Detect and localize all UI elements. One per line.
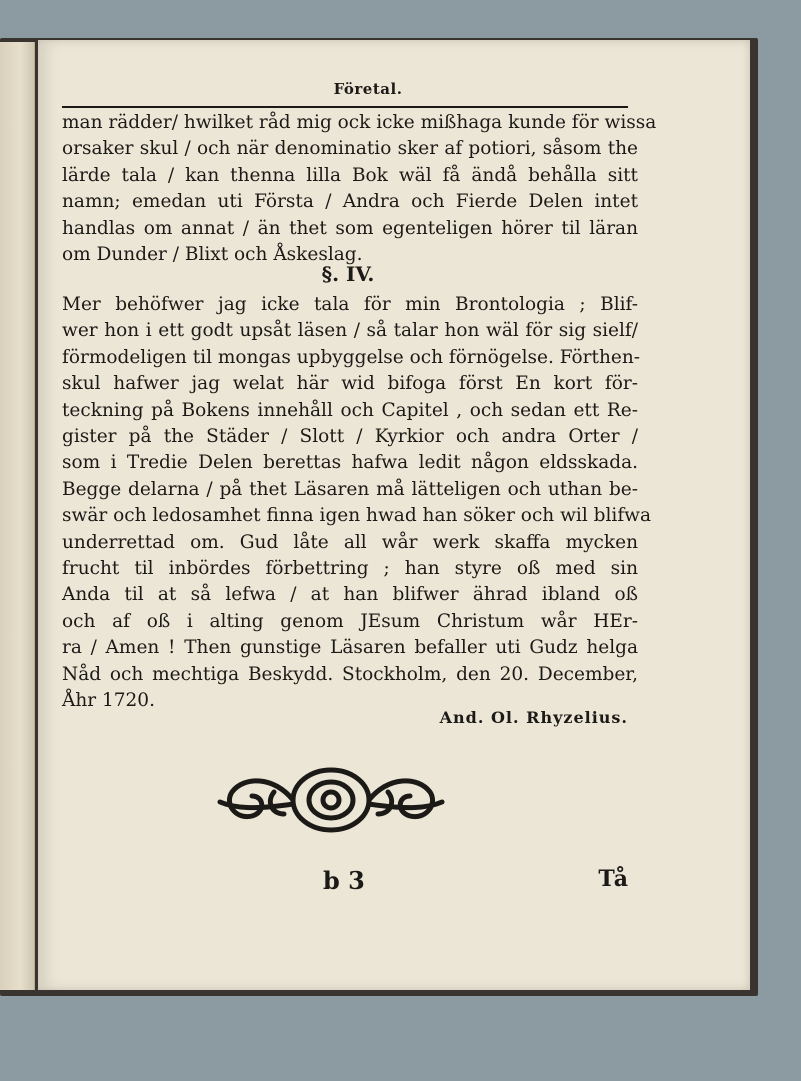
- text-line: frucht til inbördes förbettring ; han styre oß med sin: [62, 558, 638, 580]
- text-line: Begge delarna / på thet Läsaren må lätteligen och uthan be-: [62, 478, 638, 500]
- text-line: man rädder/ hwilket råd mig ock icke mißhaga kunde för wissa: [62, 112, 657, 133]
- text-line: lärde tala / kan thenna lilla Bok wäl få ändå behålla sitt: [62, 164, 638, 186]
- text-line: om Dunder / Blixt och Åskeslag.: [62, 244, 363, 266]
- text-line: handlas om annat / än thet som egenteligen hörer til läran: [62, 217, 638, 239]
- text-line: swär och ledosamhet finna igen hwad han söker och wil blifwa: [62, 505, 652, 527]
- text-line: och af oß i alting genom JEsum Christum wår HEr-: [62, 610, 638, 632]
- running-head: Företal.: [333, 80, 403, 98]
- text-line: förmodeligen til mongas upbyggelse och förnögelse. Förthen-: [62, 346, 640, 368]
- text-line: teckning på Bokens innehåll och Capitel , och sedan ett Re-: [62, 399, 638, 421]
- printer-ornament-icon: [214, 762, 448, 838]
- text-line: namn; emedan uti Första / Andra och Fierde Delen intet: [62, 191, 638, 213]
- text-line: som i Tredie Delen berettas hafwa ledit någon eldsskada.: [62, 452, 638, 474]
- catchword: Tå: [598, 866, 628, 892]
- upper-paragraph: [62, 110, 657, 268]
- text-line: Nåd och mechtiga Beskydd. Stockholm, den 20. December,: [62, 663, 638, 685]
- author-signature: And. Ol. Rhyzelius.: [439, 708, 628, 727]
- text-line: skul hafwer jag welat här wid bifoga först En kort för-: [62, 373, 638, 395]
- text-line: ra / Amen ! Then gunstige Läsaren befaller uti Gudz helga: [62, 637, 638, 659]
- text-line: wer hon i ett godt upsåt läsen / så talar hon wäl för sig sielf/: [62, 320, 638, 342]
- page-signature: b 3: [323, 866, 365, 895]
- text-line: Anda til at så lefwa / at han blifwer ährad ibland oß: [62, 584, 638, 606]
- left-page-edge: [0, 42, 35, 990]
- text-line: underrettad om. Gud låte all wår werk skaffa mycken: [62, 531, 638, 553]
- text-line: gister på the Städer / Slott / Kyrkior och andra Orter /: [62, 426, 638, 448]
- text-line: orsaker skul / och när denominatio sker af potiori, såsom the: [62, 138, 638, 160]
- body-paragraph: [62, 292, 652, 715]
- book-page: [38, 40, 750, 990]
- section-heading: §. IV.: [321, 262, 375, 286]
- text-line: Åhr 1720.: [62, 690, 155, 712]
- text-line: Mer behöfwer jag icke tala för min Brontologia ; Blif-: [62, 294, 638, 315]
- header-rule: [62, 106, 628, 108]
